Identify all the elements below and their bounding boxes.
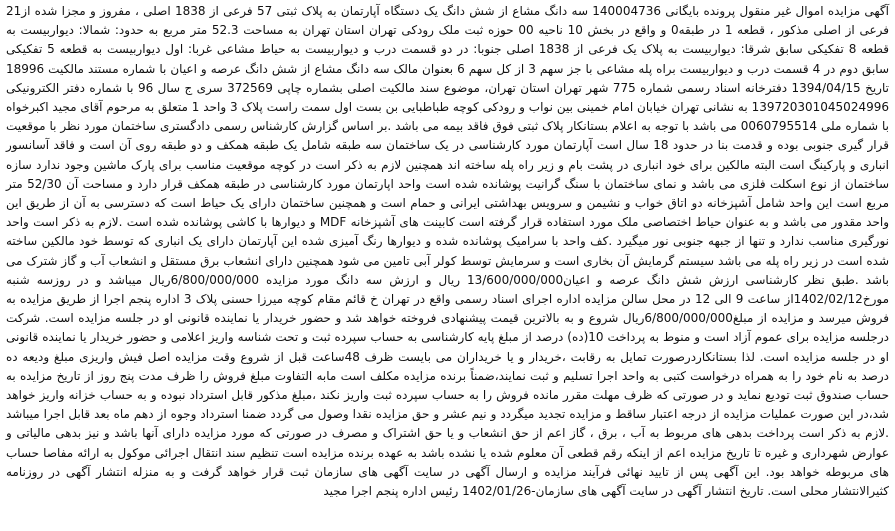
notice-body-text: آگهی مزایده اموال غیر منقول پرونده بایگانی 140004736 سه دانگ مشاع از شش دانگ یک دستگاه آپارتمان به پلاک ثبتی 57 فرعی از 1838 اصلی ، مفروز و مجزا شده از21 فرعی از اصلی مذکور ، قطعه 1 در طبقه0 و واقع در بخش 10 ناحیه 00 حوزه ثبت ملک رودکی تهران استان تهران به مساحت 52.3 متر مربع به حدود: شمالا: دیواربیست به قطعه 8 تفکیکی سابق شرقا: دیواربیست به پلاک یک فرعی از 1838 اصلی جنوبا: در دو قسمت درب و دیواربیست به حیاط مشاعی غربا: اول دیواربیست به قطعه 5 تفکیکی سابق دوم در 4 قسمت درب و دیواربیست براه پله مشاعی با جز سهم 3 از کل سهم 6 بعنوان مالک سه دانگ مشاع از شش دانگ عرصه و اعیان با شماره مستند مالکیت 18996 تاریخ 1394/04/15 دفترخانه اسناد رسمی شماره 775 شهر تهران استان تهران، موضوع سند مالکیت اصلی بشماره چاپی 372569 سری ج سال 96 با شماره دفتر الکترونیکی 139720301045024996 به نشانی تهران خیابان امام خمینی بین نواب و رودکی کوچه طباطبایی بن بست اول سمت راست پلاک 3 واحد 1 متعلق به مرحوم آقای مجید اکبرخواه با شماره ملی 0060795514 می باشد با توجه به اعلام بستانکار پلاک ثبتی فوق فاقد بیمه می باشد .بر اساس گزارش کارشناس رسمی دادگستری ساختمان مورد نظر با موقعیت قرار گیری جنوبی بوده و قدمت بنا در حدود 18 سال است آپارتمان مورد کارشناسی در یک ساختمان سه طبقه شامل یک طبقه همکف و دو طبقه روی آن است و فاقد آسانسور انباری و پارکینگ است البته مالکین برای خود انباری در پشت بام و زیر راه پله ساخته اند همچنین لازم به ذکر است در کوچه موقعیت مناسب برای پارک ماشین وجود ندارد سازه ساختمان از نوع اسکلت فلزی می باشد و نمای ساختمان با سنگ گرانیت پوشانده شده است واحد اپارتمان مورد کارشناسی در طبقه همکف قرار دارد و مساحت آن 52/30 متر مربع است این واحد شامل آشپزخانه دو اتاق خواب و نشیمن و سرویس بهداشتی ایرانی و حمام است و همچنین ساختمان دارای یک حیاط است که دسترسی به آن از طریق این واحد مقدور می باشد و به عنوان حیاط اختصاصی ملک مورد استفاده قرار گرفته است کابینت های آشپزخانه MDF و دیوارها با کاشی پوشانده شده است .لازم به ذکر است واحد نورگیری مناسب ندارد و تنها از جبهه جنوبی نور میگیرد .کف واحد با سرامیک پوشانده شده و دیوارها رنگ آمیزی شده این آپارتمان دارای یک انباری که توسط خود مالکین ساخته شده است در زیر راه پله می باشد سیستم گرمایش آن بخاری است و سرمایش توسط کولر آبی تامین می شود همچنین دارای انشعاب برق مستقل و انشعاب آب و گاز شترک می باشد .طبق نظر کارشناسی ارزش شش دانگ عرصه و اعیان13/600/000/000 ریال و ارزش سه دانگ مورد مزایده 6/800/000/000ریال میباشد و در روزسه شنبه مورخ1402/02/12از ساعت 9 الی 12 در محل سالن مزایده اداره اجرای اسناد رسمی واقع در تهران خ قائم مقام کوچه میرزا حسنی پلاک 3 اداره پنجم اجرا از طریق مزایده به فروش میرسد و مزایده از مبلغ6/800/000/000ریال شروع و به بالاترین قیمت پیشنهادی فروخته خواهد شد و حضور خریدار یا نماینده قانونی او در جلسه مزایده است. شرکت درجلسه مزایده برای عموم آزاد است و منوط به پرداخت 10(ده) درصد از مبلغ پایه کارشناسی به حساب سپرده ثبت و تحت شناسه واریز اعلامی و حضور خریدار یا نماینده قانونی او در جلسه مزایده است. لذا بستانکاردرصورت تمایل به رقابت ،خریدار و یا خریداران می بایست ظرف 48ساعت قبل از شروع وقت مزایده اصل فیش واریزی مبلغ ودیعه ده درصد به نام خود را به همراه درخواست کتبی به واحد اجرا تسلیم و ثبت نمایند،ضمناً برنده مزایده مکلف است مابه التفاوت مبلغ فروش را ظرف مدت پنج روز از تاریخ مزایده به حساب صندوق ثبت تودیع نماید و در صورتی که ظرف مهلت مقرر مانده فروش را به حساب سپرده ثبت واریز نکند ،مبلغ مذکور قابل استرداد نبوده و به حساب خزانه واریز خواهد شد،در این صورت عملیات مزایده از درجه اعتبار ساقط و مزایده تجدید میگردد و نیم عشر و حق مزایده نقدا وصول می گردد ضمنا استرداد وجوه از دهم ماه بعد قابل اجرا میباشد .لازم به ذکر است پرداخت بدهی های مربوط به آب ، برق ، گاز اعم از حق انشعاب و یا حق اشتراک و مصرف در صورتی که مورد مزایده دارای آنها باشد و نیز بدهی مالیاتی و عوارض شهرداری و غیره تا تاریخ مزایده اعم از اینکه رقم قطعی آن معلوم شده یا نشده باشد به عهده برنده مزایده است تنظیم سند انتقال اجرائی موکول به ارائه مفاصا حساب های مربوطه خواهد بود. این آگهی پس از تایید نهائی فرآیند مزایده و ارسال آگهی در سایت آگهی های سازمان ثبت قرار خواهد گرفت و به منزله انتشار آگهی در روزنامه کثیرالانتشار محلی است. تاریخ انتشار آگهی در سایت آگهی های سازمان-1402/01/26 رئیس اداره پنجم اجرا مجید <box>6 4 890 499</box>
